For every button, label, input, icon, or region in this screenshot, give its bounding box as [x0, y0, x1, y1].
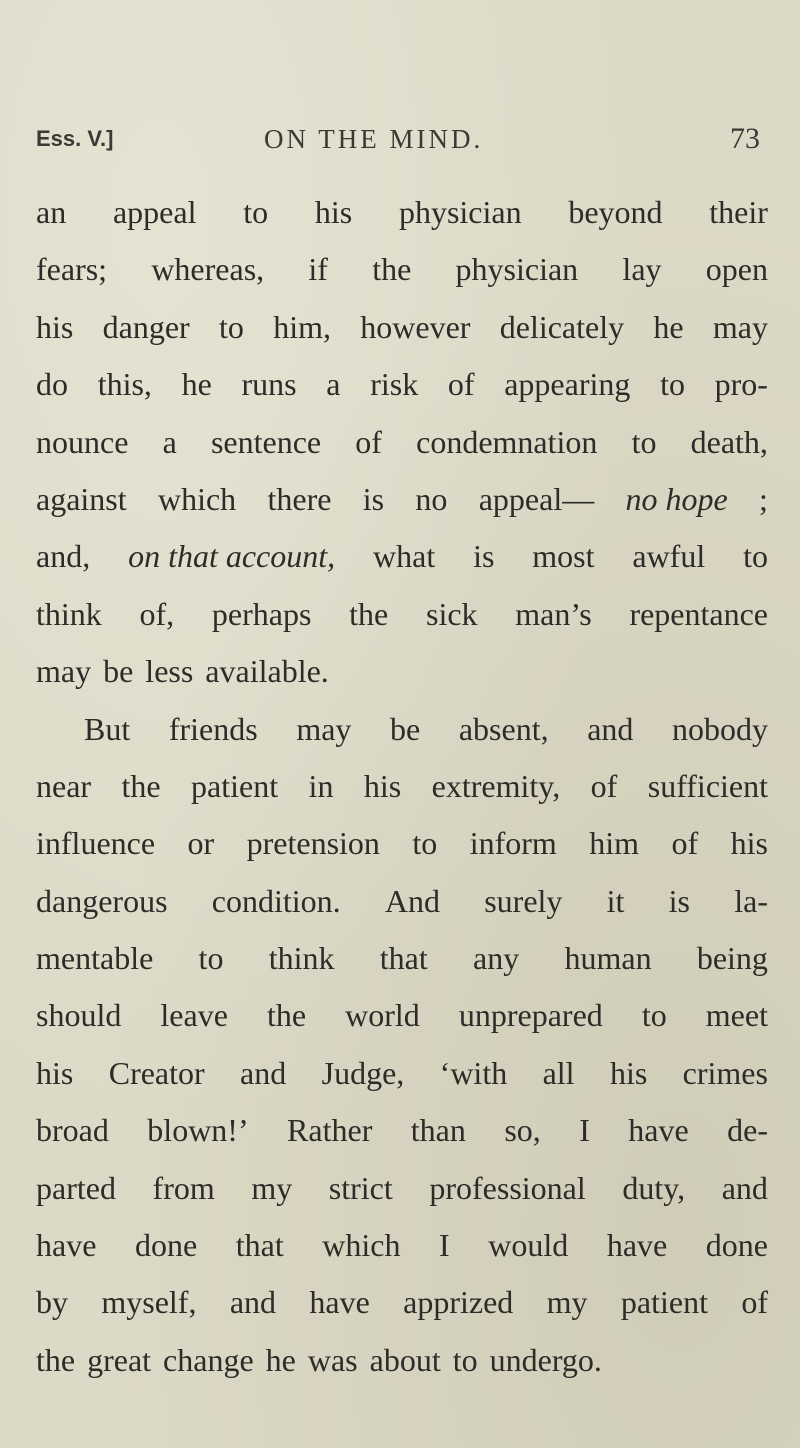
- word: strict: [328, 1169, 393, 1206]
- word: apprized: [403, 1284, 514, 1321]
- word: sentence: [210, 423, 322, 460]
- text-line: [36, 649, 768, 706]
- word: influence: [36, 825, 156, 862]
- word: the great change he was about to undergo.: [36, 1341, 602, 1378]
- word: to: [641, 997, 667, 1034]
- word: to: [243, 194, 269, 230]
- word: professional: [429, 1169, 586, 1206]
- word: ‘with: [439, 1054, 508, 1091]
- word: la-: [734, 882, 768, 919]
- word: an: [36, 194, 67, 230]
- text-line: [36, 1223, 768, 1280]
- text-line: [36, 764, 768, 821]
- word: surely: [484, 882, 563, 919]
- word: is: [668, 882, 690, 919]
- text-line: [36, 707, 768, 764]
- word: the: [372, 251, 412, 288]
- word: so,: [504, 1112, 541, 1149]
- word: may: [712, 308, 768, 345]
- word: to: [631, 423, 657, 460]
- word: his: [314, 194, 353, 230]
- word: parted: [36, 1169, 116, 1206]
- word: lay: [622, 251, 662, 288]
- word: blown!’: [147, 1112, 249, 1149]
- word: to: [198, 940, 224, 977]
- word: his: [36, 1054, 74, 1091]
- text-line: [36, 534, 768, 591]
- word: man’s: [515, 595, 592, 632]
- word: of: [741, 1284, 768, 1321]
- word: myself,: [101, 1284, 197, 1321]
- word: I: [439, 1227, 450, 1264]
- word: mentable: [36, 940, 154, 977]
- word: him: [589, 825, 640, 862]
- word: or: [187, 825, 215, 862]
- word: to: [219, 308, 244, 345]
- word: runs: [241, 366, 297, 403]
- word: is: [473, 538, 495, 575]
- word: pretension: [246, 825, 380, 862]
- word: physician: [398, 194, 522, 230]
- word: Creator: [108, 1054, 205, 1091]
- word: But: [84, 710, 131, 747]
- word: sufficient: [647, 767, 768, 804]
- word: have: [606, 1227, 668, 1264]
- word: the: [266, 997, 307, 1034]
- word: done: [134, 1227, 198, 1264]
- word: and: [240, 1054, 287, 1091]
- word: that: [379, 940, 428, 977]
- word: whereas,: [151, 251, 265, 288]
- essay-label: Ess. V.]: [36, 126, 114, 151]
- word: think: [36, 595, 102, 632]
- text-line: [36, 1166, 768, 1223]
- word: duty,: [622, 1169, 686, 1206]
- word: of: [671, 825, 699, 862]
- running-title: ON THE MIND.: [264, 124, 484, 154]
- word: crimes: [682, 1054, 768, 1091]
- word: may: [296, 710, 352, 747]
- word: than: [410, 1112, 466, 1149]
- text-line: [36, 420, 768, 477]
- word: his: [730, 825, 768, 862]
- word: the: [121, 767, 161, 804]
- word: is: [362, 480, 385, 517]
- word: broad: [36, 1112, 109, 1149]
- word: appearing: [504, 366, 631, 403]
- word: of: [590, 767, 618, 804]
- body-text: [36, 190, 768, 1395]
- word: condition.: [211, 882, 341, 919]
- word: And: [384, 882, 440, 919]
- text-line: [36, 190, 768, 247]
- word: danger: [102, 308, 190, 345]
- word: Judge,: [321, 1054, 405, 1091]
- word: do: [36, 366, 68, 403]
- word: absent,: [458, 710, 549, 747]
- word: near: [36, 767, 92, 804]
- word: being: [696, 940, 768, 977]
- word: patient: [620, 1284, 708, 1321]
- running-head: [36, 122, 764, 166]
- text-line: [36, 1051, 768, 1108]
- text-line: [36, 592, 768, 649]
- word: their: [709, 194, 768, 230]
- word: fears;: [36, 251, 108, 288]
- word: pro-: [714, 366, 768, 403]
- word: may be less available.: [36, 653, 329, 690]
- text-line: [36, 305, 768, 362]
- word: physician: [455, 251, 579, 288]
- word: his: [363, 767, 402, 804]
- word: no hope: [625, 480, 728, 517]
- word: no: [415, 480, 448, 517]
- word: my: [546, 1284, 588, 1321]
- word: most: [532, 538, 595, 575]
- word: this,: [97, 366, 152, 403]
- text-line: [36, 993, 768, 1050]
- word: from: [152, 1169, 215, 1206]
- word: meet: [705, 997, 768, 1034]
- word: to: [743, 538, 768, 575]
- word: what: [373, 538, 436, 575]
- word: which: [322, 1227, 401, 1264]
- text-line: [36, 821, 768, 878]
- word: I: [579, 1112, 590, 1149]
- word: condemnation: [416, 423, 598, 460]
- word: of: [355, 423, 382, 460]
- word: unprepared: [458, 997, 603, 1034]
- word: think: [268, 940, 335, 977]
- word: to: [660, 366, 685, 403]
- word: sick: [425, 595, 478, 632]
- word: should: [36, 997, 122, 1034]
- word: nobody: [672, 710, 768, 747]
- word: there: [267, 480, 332, 517]
- word: a: [326, 366, 341, 403]
- text-line: [36, 1338, 768, 1395]
- word: appeal: [112, 194, 197, 230]
- word: and: [721, 1169, 768, 1206]
- word: which: [157, 480, 237, 517]
- word: dangerous: [36, 882, 168, 919]
- word: his: [609, 1054, 648, 1091]
- word: human: [564, 940, 652, 977]
- text-line: [36, 247, 768, 304]
- word: him,: [273, 308, 331, 345]
- text-line: [36, 936, 768, 993]
- word: that: [235, 1227, 284, 1264]
- text-line: [36, 879, 768, 936]
- word: leave: [160, 997, 228, 1034]
- word: and,: [36, 538, 91, 575]
- word: Rather: [287, 1112, 373, 1149]
- word: against: [36, 480, 127, 517]
- word: to: [412, 825, 438, 862]
- word: the: [349, 595, 389, 632]
- word: by: [36, 1284, 68, 1321]
- word: if: [308, 251, 328, 288]
- word: a: [162, 423, 177, 460]
- text-line: [36, 362, 768, 419]
- word: appeal—: [478, 480, 595, 517]
- word: have: [628, 1112, 689, 1149]
- word: have: [36, 1227, 97, 1264]
- text-line: [36, 1108, 768, 1165]
- word: risk: [370, 366, 419, 403]
- word: would: [488, 1227, 569, 1264]
- word: ;: [759, 480, 768, 517]
- word: of: [447, 366, 475, 403]
- word: patient: [191, 767, 279, 804]
- word: delicately: [499, 308, 625, 345]
- word: it: [606, 882, 625, 919]
- word: inform: [469, 825, 557, 862]
- word: friends: [168, 710, 258, 747]
- word: perhaps: [211, 595, 312, 632]
- word: open: [705, 251, 768, 288]
- word: have: [309, 1284, 370, 1321]
- word: however: [360, 308, 471, 345]
- word: done: [705, 1227, 768, 1264]
- word: and: [587, 710, 634, 747]
- word: be: [390, 710, 421, 747]
- word: on that account,: [128, 538, 336, 575]
- word: beyond: [568, 194, 663, 230]
- word: my: [251, 1169, 293, 1206]
- word: awful: [632, 538, 706, 575]
- word: all: [542, 1054, 575, 1091]
- word: nounce: [36, 423, 129, 460]
- page-number: 73: [730, 122, 760, 155]
- word: extremity,: [431, 767, 561, 804]
- word: and: [229, 1284, 277, 1321]
- word: he: [653, 308, 684, 345]
- word: repentance: [629, 595, 768, 632]
- word: any: [473, 940, 520, 977]
- text-line: [36, 477, 768, 534]
- word: de-: [727, 1112, 768, 1149]
- word: in: [308, 767, 334, 804]
- word: of,: [139, 595, 175, 632]
- word: death,: [690, 423, 768, 460]
- word: world: [345, 997, 420, 1034]
- word: his: [36, 308, 74, 345]
- text-line: [36, 1280, 768, 1337]
- word: he: [181, 366, 212, 403]
